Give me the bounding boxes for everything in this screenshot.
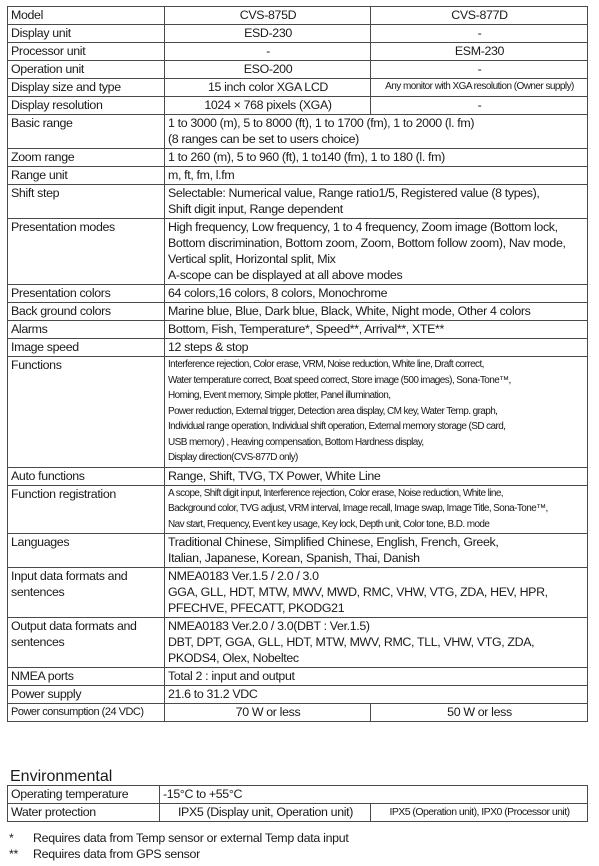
text-line: Selectable: Numerical value, Range ratio1/5, Registered value (8 types),: [168, 186, 540, 200]
cell-value: [165, 185, 588, 219]
row-label: Display resolution: [8, 97, 165, 115]
cell-value: m, ft, fm, l.fm: [165, 167, 588, 185]
text-line: Bottom discrimination, Bottom zoom, Zoom, Bottom follow zoom), Nav mode,: [168, 236, 566, 250]
row-label: Presentation modes: [8, 219, 165, 285]
cell-value: Bottom, Fish, Temperature*, Speed**, Arrival**, XTE**: [165, 321, 588, 339]
row-functions: [8, 357, 588, 468]
cell-value: [165, 485, 588, 534]
cell-value: 64 colors,16 colors, 8 colors, Monochrome: [165, 285, 588, 303]
footnote: [9, 846, 349, 862]
row-operation-unit: [8, 61, 588, 79]
environmental-table: [7, 785, 588, 822]
row-label: Basic range: [8, 115, 165, 149]
cell-value: 1 to 260 (m), 5 to 960 (ft), 1 to140 (fm), 1 to 180 (l. fm): [165, 149, 588, 167]
row-label: [8, 618, 165, 668]
row-output-data: [8, 618, 588, 668]
row-basic-range: [8, 115, 588, 149]
footnote-mark: *: [9, 831, 14, 845]
row-label: Presentation colors: [8, 285, 165, 303]
cell-value: -: [371, 97, 588, 115]
text-line: USB memory) , Heaving compensation, Bottom Hardness display,: [168, 436, 424, 448]
model-875d: CVS-875D: [165, 7, 371, 25]
row-display-unit: [8, 25, 588, 43]
row-function-registration: [8, 485, 588, 534]
row-alarms: [8, 321, 588, 339]
row-label: Zoom range: [8, 149, 165, 167]
cell-value: [165, 357, 588, 468]
label-line: sentences: [11, 635, 65, 649]
cell-value: ESO-200: [165, 61, 371, 79]
cell-value: ESM-230: [371, 43, 588, 61]
cell-value: IPX5 (Display unit, Operation unit): [160, 804, 371, 822]
row-display-resolution: [8, 97, 588, 115]
row-label: Processor unit: [8, 43, 165, 61]
row-model: [8, 7, 588, 25]
cell-value: Any monitor with XGA resolution (Owner supply): [371, 79, 588, 97]
text-line: Traditional Chinese, Simplified Chinese, English, French, Greek,: [168, 535, 499, 549]
label-line: Output data formats and: [11, 619, 137, 633]
text-line: Water temperature correct, Boat speed correct, Store image (500 images), Sona-Tone™,: [168, 374, 511, 386]
cell-value: 50 W or less: [371, 704, 588, 722]
row-label: Water protection: [8, 804, 160, 822]
row-languages: [8, 534, 588, 568]
text-line: Homing, Event memory, Simple plotter, Panel illumination,: [168, 390, 391, 401]
row-presentation-colors: [8, 285, 588, 303]
section-title-environmental: Environmental: [10, 768, 113, 785]
row-label: Alarms: [8, 321, 165, 339]
cell-value: -: [371, 25, 588, 43]
row-label: Functions: [8, 357, 165, 468]
row-display-size: [8, 79, 588, 97]
row-shift-step: [8, 185, 588, 219]
text-line: Individual range operation, Individual shift operation, External memory storage (SD card,: [168, 421, 506, 432]
row-power-supply: [8, 686, 588, 704]
text-line: GGA, GLL, HDT, MTW, MWV, MWD, RMC, VHW, VTG, ZDA, HEV, HPR,: [168, 585, 548, 599]
row-nmea-ports: [8, 668, 588, 686]
row-label: Display unit: [8, 25, 165, 43]
text-line: A-scope can be displayed at all above modes: [168, 268, 403, 282]
cell-value: Marine blue, Blue, Dark blue, Black, White, Night mode, Other 4 colors: [165, 303, 588, 321]
row-label: Image speed: [8, 339, 165, 357]
text-line: Nav start, Frequency, Event key usage, Key lock, Depth unit, Color tone, B.D. mode: [168, 518, 490, 530]
text-line: 1 to 3000 (m), 5 to 8000 (ft), 1 to 1700 (fm), 1 to 2000 (l. fm): [168, 116, 475, 130]
text-line: Interference rejection, Color erase, VRM, Noise reduction, White line, Draft correct,: [168, 359, 484, 370]
row-label: Shift step: [8, 185, 165, 219]
label-line: sentences: [11, 585, 65, 599]
row-background-colors: [8, 303, 588, 321]
footnotes: [9, 830, 349, 862]
row-processor-unit: [8, 43, 588, 61]
cell-value: 1024 × 768 pixels (XGA): [165, 97, 371, 115]
cell-value: [165, 534, 588, 568]
row-label: Range unit: [8, 167, 165, 185]
row-label: NMEA ports: [8, 668, 165, 686]
text-line: (8 ranges can be set to users choice): [168, 132, 359, 146]
spec-table: [7, 6, 588, 722]
row-range-unit: [8, 167, 588, 185]
row-presentation-modes: [8, 219, 588, 285]
cell-value: [165, 568, 588, 618]
label-line: Input data formats and: [11, 569, 128, 583]
text-line: NMEA0183 Ver.1.5 / 2.0 / 3.0: [168, 569, 319, 583]
row-label: Model: [8, 7, 165, 25]
text-line: Background color, TVG adjust, VRM interval, Image recall, Image swap, Image Title, Sona-Tone™,: [168, 503, 548, 514]
text-line: Power reduction, External trigger, Detection area display, CM key, Water Temp. graph,: [168, 405, 498, 417]
row-label: Operation unit: [8, 61, 165, 79]
row-label: Back ground colors: [8, 303, 165, 321]
cell-value: -15°C to +55°C: [160, 786, 588, 804]
footnote-text: Requires data from GPS sensor: [33, 847, 200, 861]
text-line: NMEA0183 Ver.2.0 / 3.0(DBT : Ver.1.5): [168, 619, 370, 633]
row-label: [8, 568, 165, 618]
cell-value: 15 inch color XGA LCD: [165, 79, 371, 97]
row-label: Function registration: [8, 485, 165, 534]
cell-value: 12 steps & stop: [165, 339, 588, 357]
cell-value: -: [165, 43, 371, 61]
text-line: Shift digit input, Range dependent: [168, 202, 343, 216]
text-line: A scope, Shift digit input, Interference rejection, Color erase, Noise reduction, White line,: [168, 487, 503, 499]
cell-value: IPX5 (Operation unit), IPX0 (Processor unit): [371, 804, 588, 822]
cell-value: ESD-230: [165, 25, 371, 43]
row-label: Operating temperature: [8, 786, 160, 804]
model-877d: CVS-877D: [371, 7, 588, 25]
row-input-data: [8, 568, 588, 618]
text-line: Display direction(CVS-877D only): [168, 452, 298, 463]
row-power-consumption: [8, 704, 588, 722]
footnote: [9, 830, 349, 846]
row-label: Auto functions: [8, 467, 165, 485]
cell-value: -: [371, 61, 588, 79]
cell-value: Range, Shift, TVG, TX Power, White Line: [165, 467, 588, 485]
text-line: Vertical split, Horizontal split, Mix: [168, 252, 336, 266]
text-line: High frequency, Low frequency, 1 to 4 frequency, Zoom image (Bottom lock,: [168, 220, 558, 234]
text-line: Italian, Japanese, Korean, Spanish, Thai, Danish: [168, 551, 420, 565]
footnote-text: Requires data from Temp sensor or external Temp data input: [33, 831, 349, 845]
text-line: DBT, DPT, GGA, GLL, HDT, MTW, MWV, RMC, TLL, VHW, VTG, ZDA,: [168, 635, 535, 649]
cell-value: [165, 115, 588, 149]
row-image-speed: [8, 339, 588, 357]
row-label: Power supply: [8, 686, 165, 704]
cell-value: 21.6 to 31.2 VDC: [165, 686, 588, 704]
row-auto-functions: [8, 467, 588, 485]
row-operating-temperature: [8, 786, 588, 804]
row-label: Display size and type: [8, 79, 165, 97]
row-label: Languages: [8, 534, 165, 568]
row-zoom-range: [8, 149, 588, 167]
text-line: PKODS4, Olex, Nobeltec: [168, 651, 299, 665]
cell-value: Total 2 : input and output: [165, 668, 588, 686]
row-label: Power consumption (24 VDC): [8, 704, 165, 722]
cell-value: 70 W or less: [165, 704, 371, 722]
text-line: PFECHVE, PFECATT, PKODG21: [168, 601, 345, 615]
cell-value: [165, 219, 588, 285]
row-water-protection: [8, 804, 588, 822]
footnote-mark: **: [9, 847, 19, 861]
cell-value: [165, 618, 588, 668]
